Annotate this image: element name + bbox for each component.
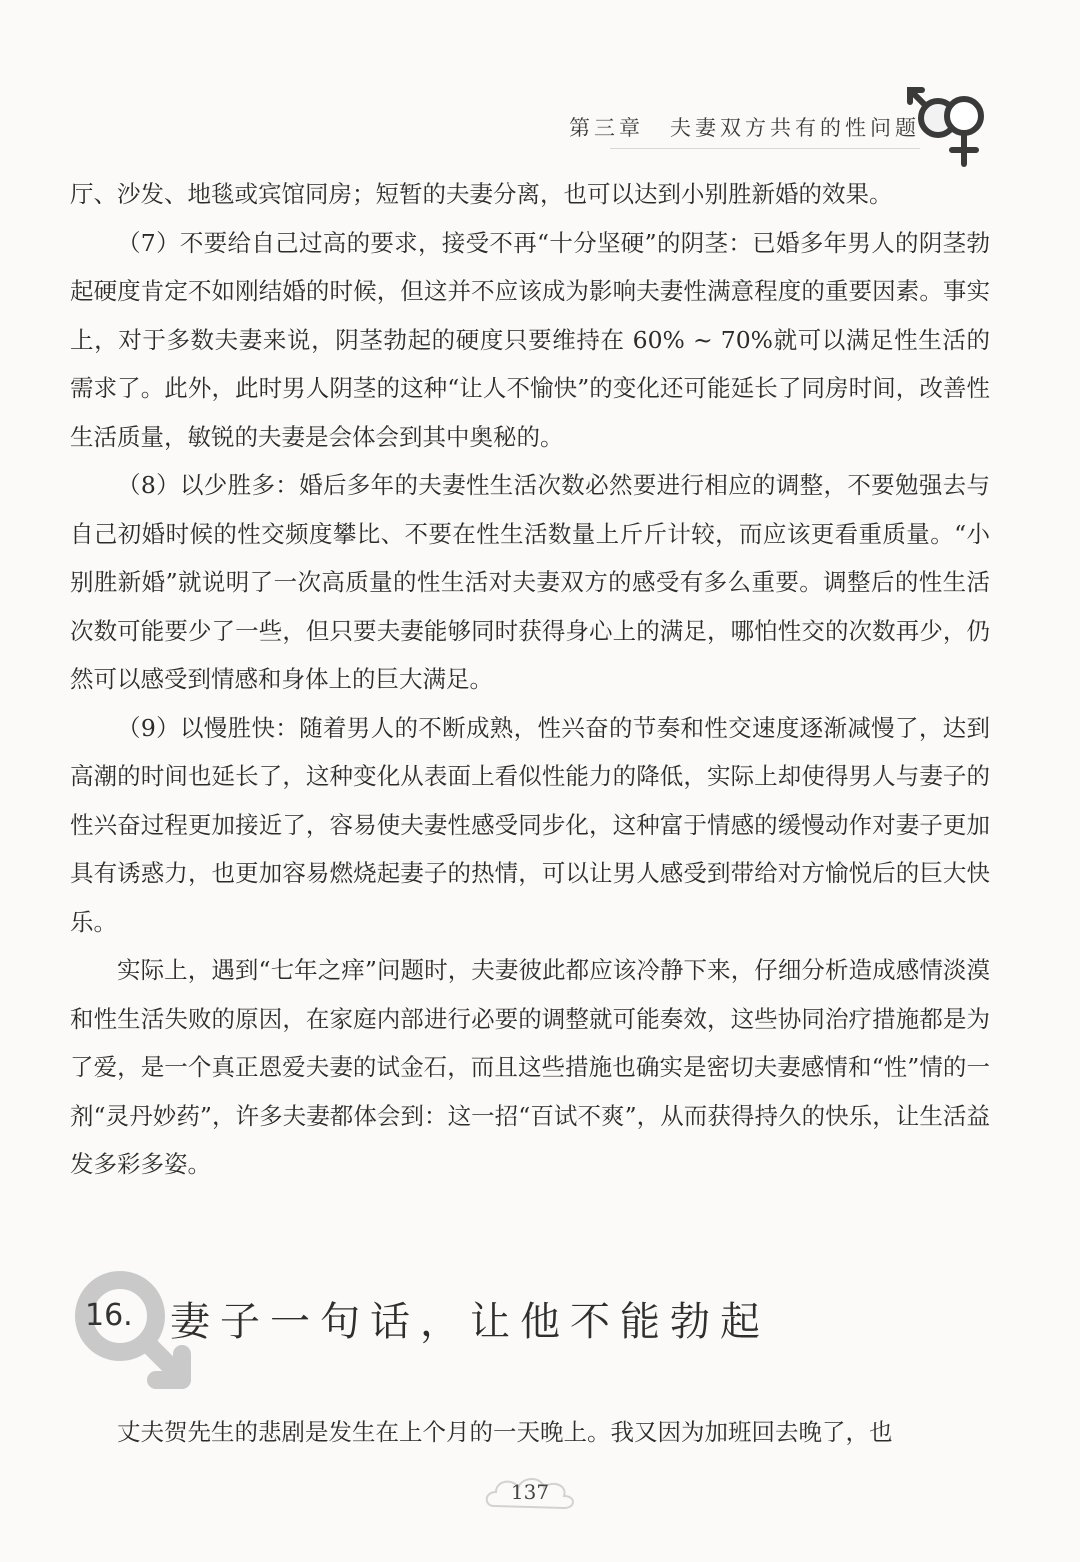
paragraph-continuation: 厅、沙发、地毯或宾馆同房；短暂的夫妻分离，也可以达到小别胜新婚的效果。 bbox=[70, 180, 893, 208]
header-rule bbox=[610, 148, 920, 149]
chapter-title: 夫妻双方共有的性问题 bbox=[670, 116, 920, 140]
section-number: 16. bbox=[85, 1298, 133, 1333]
running-header bbox=[569, 112, 920, 142]
paragraph-item-9: （9）以慢胜快：随着男人的不断成熟，性兴奋的节奏和性交速度逐渐减慢了，达到高潮的时间也延长了，这种变化从表面上看似性能力的降低，实际上却使得男人与妻子的性兴奋过程更加接近了，容易使夫妻性感受同步化，这种富于情感的缓慢动作对妻子更加具有诱惑力，也更加容易燃烧起妻子的热情，可以让男人感受到带给对方愉悦后的巨大快乐。 bbox=[70, 713, 990, 936]
paragraph-item-8: （8）以少胜多：婚后多年的夫妻性生活次数必然要进行相应的调整，不要勉强去与自己初婚时候的性交频度攀比、不要在性生活数量上斤斤计较，而应该更看重质量。“小别胜新婚”就说明了一次高质量的性生活对夫妻双方的感受有多么重要。调整后的性生活次数可能要少了一些，但只要夫妻能够同时获得身心上的满足，哪怕性交的次数再少，仍然可以感受到情感和身体上的巨大满足。 bbox=[70, 471, 990, 693]
paragraph-story-start: 丈夫贺先生的悲剧是发生在上个月的一天晚上。我又因为加班回去晚了，也 bbox=[117, 1418, 893, 1446]
section-title: 妻子一句话，让他不能勃起 bbox=[170, 1299, 770, 1345]
chapter-label: 第三章 bbox=[569, 116, 644, 140]
paragraph-item-7: （7）不要给自己过高的要求，接受不再“十分坚硬”的阴茎：已婚多年男人的阴茎勃起硬度肯定不如刚结婚的时候，但这并不应该成为影响夫妻性满意程度的重要因素。事实上，对于多数夫妻来说，阴茎勃起的硬度只要维持在 60% ~ 70%就可以满足性生活的需求了。此外，此时男人阴茎的这种“让人不愉快”的变化还可能延长了同房时间，改善性生活质量，敏锐的夫妻是会体会到其中奥秘的。 bbox=[70, 228, 990, 451]
gender-symbols-icon bbox=[902, 78, 1002, 170]
section-heading bbox=[70, 1268, 770, 1398]
body-text bbox=[70, 170, 990, 1189]
paragraph-conclusion: 实际上，遇到“七年之痒”问题时，夫妻彼此都应该冷静下来，仔细分析造成感情淡漠和性生活失败的原因，在家庭内部进行必要的调整就可能奏效，这些协同治疗措施都是为了爱，是一个真正恩爱夫妻的试金石，而且这些措施也确实是密切夫妻感情和“性”情的一剂“灵丹妙药”，许多夫妻都体会到：这一招“百试不爽”，从而获得持久的快乐，让生活益发多彩多姿。 bbox=[70, 956, 990, 1178]
page-number-text: 137 bbox=[510, 1480, 550, 1504]
page-number bbox=[480, 1470, 580, 1520]
